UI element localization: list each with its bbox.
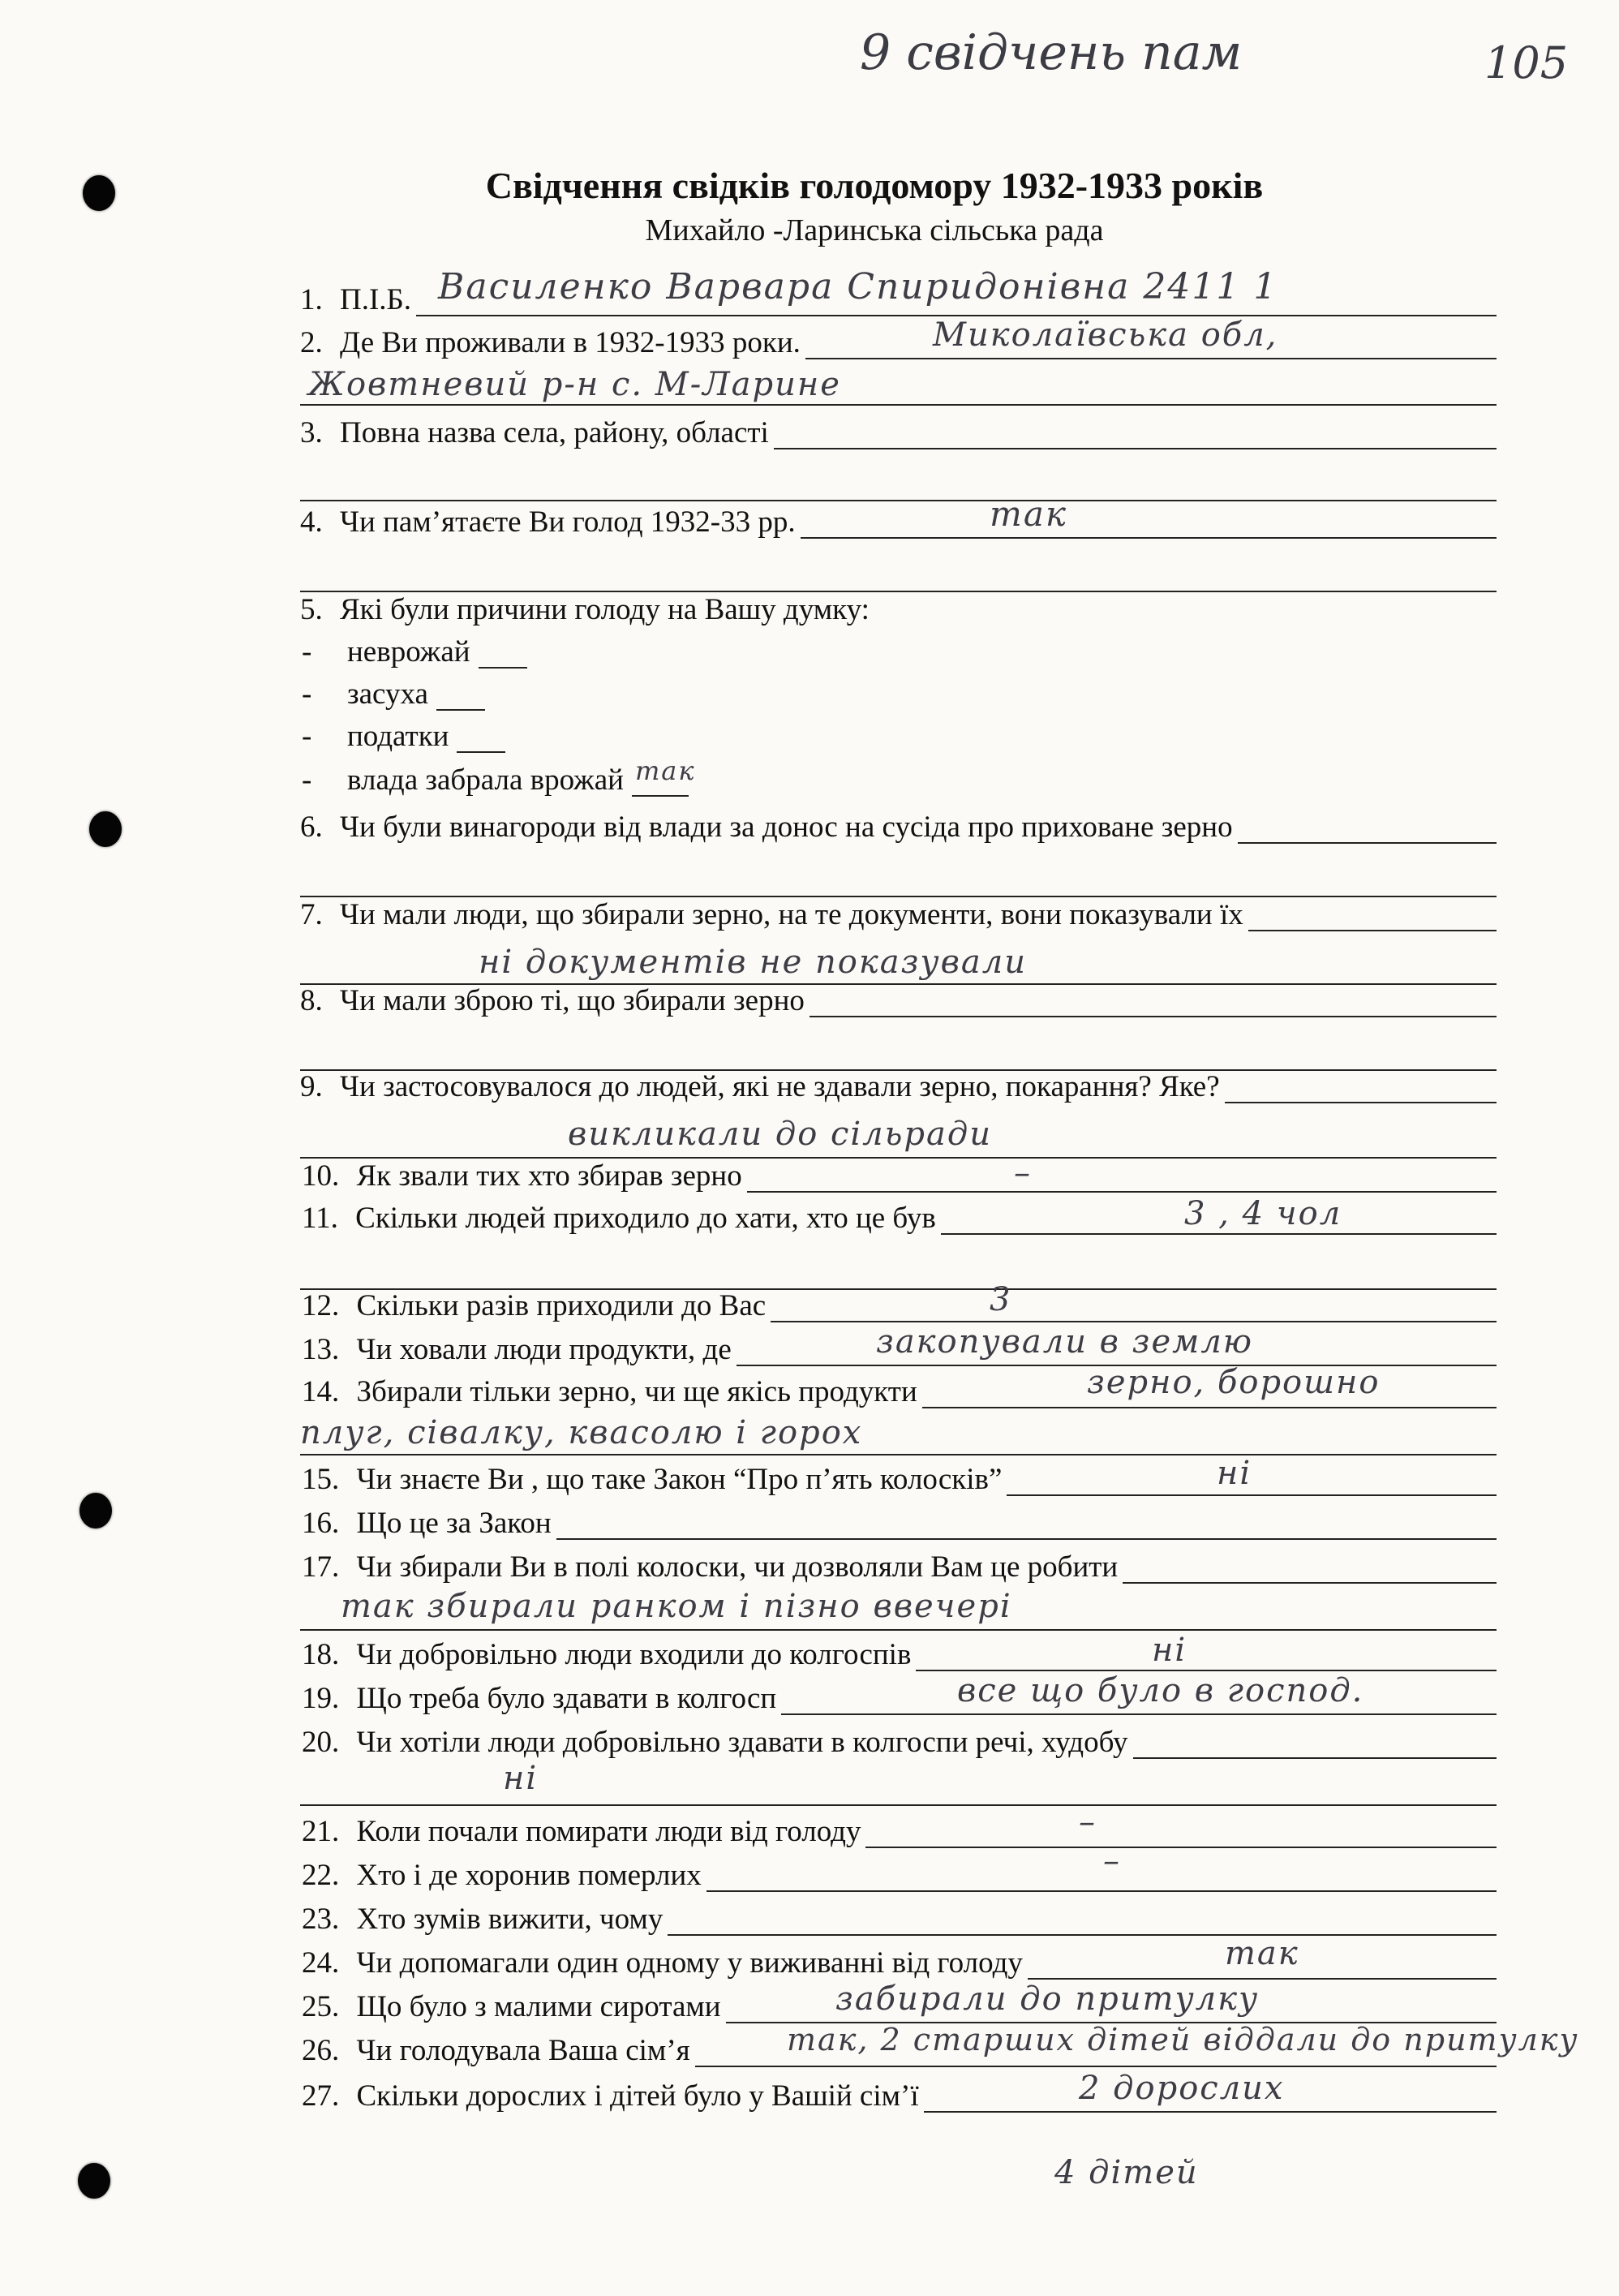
question-number: 1. — [300, 283, 323, 316]
answer-line — [668, 1934, 1497, 1936]
question-number: 7. — [300, 898, 323, 931]
handwritten-answer[interactable]: так, 2 старших дітей віддали до притулку — [787, 2022, 1579, 2057]
question-row — [300, 325, 801, 361]
question-row — [302, 1902, 663, 1937]
question-number: 22. — [302, 1859, 340, 1892]
answer-line — [1133, 1757, 1497, 1759]
question-row — [302, 1725, 1128, 1761]
answer-line — [1028, 1978, 1497, 1980]
question-row — [302, 1946, 1023, 1981]
answer-line — [1238, 842, 1497, 844]
question-number: 10. — [302, 1159, 340, 1193]
question-text: Чи добровільно люди входили до колгоспів — [349, 1638, 912, 1671]
question-row — [300, 810, 1233, 845]
question-number: 27. — [302, 2079, 340, 2113]
handwritten-answer[interactable]: – — [1014, 1154, 1032, 1192]
handwritten-answer[interactable]: забирали до притулку — [835, 1980, 1260, 2018]
punch-hole — [78, 2163, 110, 2199]
question-number: 8. — [300, 984, 323, 1017]
question-row — [300, 897, 1243, 933]
answer-line — [924, 2111, 1497, 2113]
answer-line — [865, 1847, 1497, 1848]
question-text: П.І.Б. — [332, 283, 412, 316]
question-row — [302, 1159, 742, 1194]
question-text: Скільки людей приходило до хати, хто це був — [347, 1202, 936, 1235]
answer-line — [747, 1191, 1497, 1193]
answer-line — [1007, 1494, 1497, 1496]
question-row — [300, 505, 796, 540]
question-number: 24. — [302, 1946, 340, 1980]
question-row — [302, 1201, 936, 1236]
question-row — [300, 282, 411, 318]
answer-line — [1123, 1582, 1497, 1584]
question-number: 9. — [300, 1070, 323, 1103]
punch-hole — [89, 811, 122, 847]
question-row — [300, 1069, 1220, 1105]
list-dash: - — [302, 635, 312, 669]
cause-answer-line — [479, 667, 527, 669]
document-subtitle: Михайло -Ларинська сільська рада — [645, 213, 1104, 247]
question-text: Чи були винагороди від влади за донос на сусіда про приховане зерно — [332, 810, 1233, 844]
question-text: Чи знаєте Ви , що таке Закон “Про п’ять колосків” — [349, 1463, 1003, 1496]
question-text: Скільки разів приходили до Вас — [349, 1289, 767, 1322]
question-row — [302, 1681, 776, 1717]
question-number: 23. — [302, 1903, 340, 1936]
handwritten-answer[interactable]: так — [1225, 1935, 1299, 1972]
question-text: Як звали тих хто збирав зерно — [349, 1159, 742, 1193]
handwritten-answer[interactable]: 3 — [990, 1281, 1012, 1318]
question-number: 2. — [300, 326, 323, 359]
handwritten-answer[interactable]: – — [1079, 1804, 1097, 1841]
question-number: 12. — [302, 1289, 340, 1322]
handwritten-answer[interactable]: так збирали ранком і пізно ввечері — [341, 1588, 1012, 1625]
handwritten-answer[interactable]: ні — [1217, 1455, 1252, 1492]
question-text: Де Ви проживали в 1932-1933 роки. — [332, 326, 801, 359]
question-row — [302, 1989, 721, 2025]
question-row — [302, 1550, 1118, 1585]
answer-line — [706, 1890, 1497, 1892]
question-row — [302, 1462, 1002, 1498]
question-row — [300, 415, 769, 451]
handwritten-answer[interactable]: Жовтневий р-н с. М-Ларине — [308, 366, 841, 403]
question-number: 16. — [302, 1507, 340, 1540]
handwritten-answer[interactable]: Миколаївська обл, — [933, 316, 1278, 354]
question-text: Чи ховали люди продукти, де — [349, 1333, 732, 1366]
question-text: Чи пам’ятаєте Ви голод 1932-33 рр. — [332, 505, 796, 539]
answer-line — [771, 1321, 1497, 1322]
handwritten-answer[interactable]: так — [990, 494, 1067, 534]
question-text: Чи збирали Ви в полі колоски, чи дозволяли Вам це робити — [349, 1550, 1119, 1584]
answer-line — [695, 2066, 1497, 2067]
handwritten-answer[interactable]: Василенко Варвара Спиридонівна 2411 1 — [438, 266, 1278, 307]
handwritten-answer[interactable]: закопували в землю — [876, 1323, 1254, 1361]
answer-line — [556, 1538, 1497, 1540]
question-text: Чи голодувала Ваша сім’я — [349, 2034, 690, 2067]
handwritten-answer[interactable]: 3 , 4 чол — [1184, 1195, 1342, 1232]
question-text: Чи допомагали один одному у виживанні від голоду — [349, 1946, 1023, 1980]
page-number: 105 — [1484, 37, 1569, 88]
question-text: Повна назва села, району, області — [332, 416, 769, 449]
answer-line — [805, 358, 1497, 359]
question-text: Коли почали помирати люди від голоду — [349, 1815, 861, 1848]
question-number: 15. — [302, 1463, 340, 1496]
question-number: 3. — [300, 416, 323, 449]
cause-option: податки — [347, 720, 449, 753]
handwritten-answer[interactable]: ні документів не показували — [479, 944, 1027, 981]
cause-answer-line — [457, 751, 505, 753]
question-text: Чи мали зброю ті, що збирали зерно — [332, 984, 805, 1017]
handwritten-answer[interactable]: ні — [503, 1760, 539, 1797]
cause-answer-line — [436, 709, 485, 711]
question-number: 20. — [302, 1726, 340, 1759]
list-dash: - — [302, 720, 312, 753]
question-number: 11. — [302, 1202, 338, 1235]
handwritten-answer[interactable]: плуг, сівалку, квасолю і горох — [300, 1414, 863, 1451]
question-row — [302, 1288, 766, 1324]
question-row — [302, 2079, 919, 2114]
handwritten-answer[interactable]: 4 дітей — [1054, 2154, 1199, 2191]
answer-line — [916, 1670, 1497, 1671]
answer-line — [300, 1454, 1497, 1455]
answer-line — [801, 537, 1497, 539]
handwritten-answer[interactable]: – — [1103, 1842, 1121, 1880]
question-text: Що це за Закон — [349, 1507, 552, 1540]
answer-line — [781, 1713, 1497, 1715]
question-row — [300, 983, 805, 1019]
list-dash: - — [302, 677, 312, 711]
question-row — [302, 1332, 732, 1368]
question-text: Хто і де хоронив померлих — [349, 1859, 702, 1892]
question-text: Скільки дорослих і дітей було у Вашій сім’ї — [349, 2079, 919, 2113]
question-text: Чи мали люди, що збирали зерно, на те документи, вони показували їх — [332, 898, 1243, 931]
cause-option: неврожай — [347, 635, 470, 669]
cause-option: влада забрала врожай — [347, 763, 624, 797]
answer-line — [810, 1016, 1497, 1017]
answer-line — [300, 404, 1497, 406]
question-number: 26. — [302, 2034, 340, 2067]
question-text: Що треба було здавати в колгосп — [349, 1682, 777, 1715]
question-number: 5. — [300, 593, 323, 626]
question-row — [302, 1814, 861, 1850]
document-title: Свідчення свідків голодомору 1932-1933 років — [485, 165, 1264, 206]
question-text: Хто зумів вижити, чому — [349, 1903, 663, 1936]
handwritten-answer[interactable]: 2 дорослих — [1079, 2070, 1285, 2107]
question-number: 17. — [302, 1550, 340, 1584]
question-text: Збирали тільки зерно, чи ще якісь продукти — [349, 1375, 917, 1408]
question-row — [300, 592, 870, 628]
question-row — [302, 1637, 911, 1673]
question-row — [302, 1858, 702, 1894]
answer-line — [300, 500, 1497, 501]
question-number: 25. — [302, 1990, 340, 2023]
answer-line — [300, 1804, 1497, 1806]
question-text: Що було з малими сиротами — [349, 1990, 721, 2023]
question-number: 4. — [300, 505, 323, 539]
answer-line — [922, 1407, 1497, 1408]
question-number: 14. — [302, 1375, 340, 1408]
cause-answer-line — [632, 795, 689, 797]
cause-option: засуха — [347, 677, 428, 711]
handwritten-answer[interactable]: все що було в господ. — [957, 1672, 1364, 1709]
handwritten-answer[interactable]: ні — [1152, 1632, 1187, 1669]
answer-line — [1225, 1102, 1497, 1103]
handwritten-answer[interactable]: викликали до сільради — [568, 1116, 992, 1153]
answer-line — [941, 1233, 1497, 1235]
handwritten-answer[interactable]: так — [634, 755, 696, 786]
top-handwritten-note: 9 свідчень пам — [860, 24, 1243, 81]
answer-line — [300, 1629, 1497, 1631]
question-row — [302, 1374, 917, 1410]
question-text: Які були причини голоду на Вашу думку: — [332, 593, 870, 626]
answer-line — [1248, 930, 1497, 931]
question-row — [302, 1506, 552, 1541]
handwritten-answer[interactable]: зерно, борошно — [1087, 1364, 1381, 1401]
question-number: 6. — [300, 810, 323, 844]
question-text: Чи застосовувалося до людей, які не здавали зерно, покарання? Яке? — [332, 1070, 1220, 1103]
list-dash: - — [302, 763, 312, 797]
punch-hole — [79, 1493, 112, 1529]
answer-line — [774, 448, 1497, 449]
question-text: Чи хотіли люди добровільно здавати в колгоспи речі, худобу — [349, 1726, 1128, 1759]
question-row — [302, 2033, 690, 2069]
question-number: 21. — [302, 1815, 340, 1848]
question-number: 19. — [302, 1682, 340, 1715]
question-number: 13. — [302, 1333, 340, 1366]
question-number: 18. — [302, 1638, 340, 1671]
